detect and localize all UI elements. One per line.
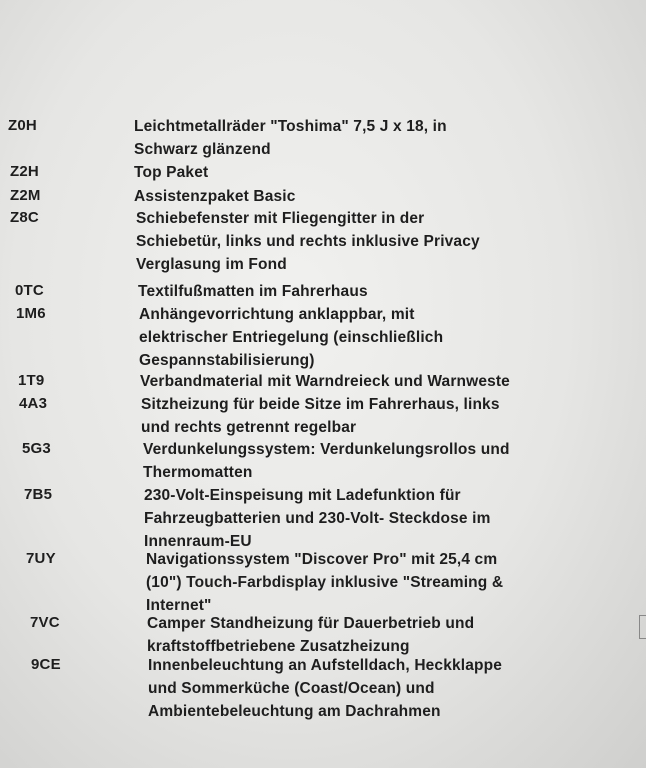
option-row-z2h xyxy=(10,161,574,184)
option-code: Z2H xyxy=(10,163,39,180)
option-code: Z2M xyxy=(10,187,41,204)
option-code: 0TC xyxy=(15,282,44,299)
option-code: 1M6 xyxy=(16,305,46,322)
option-description xyxy=(147,612,587,658)
option-description xyxy=(143,438,583,484)
option-row-4a3 xyxy=(19,393,581,439)
option-code: 7VC xyxy=(30,614,60,631)
option-row-1t9 xyxy=(18,370,580,393)
option-description xyxy=(146,548,586,617)
option-description xyxy=(139,303,579,372)
option-row-1m6 xyxy=(16,303,579,372)
option-description-line: kraftstoffbetriebene Zusatzheizung xyxy=(147,638,410,655)
option-row-z2m xyxy=(10,185,574,208)
option-description xyxy=(134,161,574,184)
option-description-line: Thermomatten xyxy=(143,464,253,481)
option-description-line: Verglasung im Fond xyxy=(136,256,287,273)
option-description-line: Verbandmaterial mit Warndreieck und Warnweste xyxy=(140,373,510,390)
option-description-line: Innenbeleuchtung an Aufstelldach, Heckklappe xyxy=(148,657,502,674)
option-description-line: Textilfußmatten im Fahrerhaus xyxy=(138,283,368,300)
option-description xyxy=(141,393,581,439)
option-description-line: Verdunkelungssystem: Verdunkelungsrollos und xyxy=(143,441,510,458)
option-code: Z8C xyxy=(10,209,39,226)
option-code: Z0H xyxy=(8,117,37,134)
option-description xyxy=(140,370,580,393)
option-row-0tc xyxy=(15,280,578,303)
option-code: 4A3 xyxy=(19,395,48,412)
option-description-line: Assistenzpaket Basic xyxy=(134,188,296,205)
option-description-line: Anhängevorrichtung anklappbar, mit xyxy=(139,306,415,323)
option-description-line: (10") Touch-Farbdisplay inklusive "Streaming & xyxy=(146,574,504,591)
option-description-line: und Sommerküche (Coast/Ocean) und xyxy=(148,680,435,697)
screen-edge-bracket xyxy=(639,615,646,639)
option-description-line: Schiebefenster mit Fliegengitter in der xyxy=(136,210,425,227)
option-description-line: elektrischer Entriegelung (einschließlich xyxy=(139,329,444,346)
option-description-line: Leichtmetallräder "Toshima" 7,5 J x 18, in xyxy=(134,118,447,135)
option-row-7vc xyxy=(30,612,587,658)
option-description-line: Fahrzeugbatterien und 230-Volt- Steckdose im xyxy=(144,510,491,527)
option-description-line: Schwarz glänzend xyxy=(134,141,271,158)
option-description-line: 230-Volt-Einspeisung mit Ladefunktion für xyxy=(144,487,461,504)
option-description-line: Sitzheizung für beide Sitze im Fahrerhaus, links xyxy=(141,396,500,413)
option-code: 9CE xyxy=(31,656,61,673)
option-row-9ce xyxy=(31,654,588,723)
option-description xyxy=(136,207,576,276)
option-description xyxy=(134,115,574,161)
option-description-line: Ambientebeleuchtung am Dachrahmen xyxy=(148,703,441,720)
option-row-7uy xyxy=(26,548,586,617)
option-description xyxy=(134,185,574,208)
option-description-line: Top Paket xyxy=(134,164,209,181)
option-description-line: Gespannstabilisierung) xyxy=(139,352,315,369)
option-description xyxy=(148,654,588,723)
option-description xyxy=(144,484,584,553)
option-description-line: Internet" xyxy=(146,597,212,614)
option-description-line: Schiebetür, links und rechts inklusive Privacy xyxy=(136,233,480,250)
option-description-line: Innenraum-EU xyxy=(144,533,252,550)
option-description-line: und rechts getrennt regelbar xyxy=(141,419,357,436)
option-row-5g3 xyxy=(22,438,583,484)
option-code: 7B5 xyxy=(24,486,53,503)
option-description-line: Camper Standheizung für Dauerbetrieb und xyxy=(147,615,475,632)
option-code: 5G3 xyxy=(22,440,51,457)
option-description-line: Navigationssystem "Discover Pro" mit 25,4 cm xyxy=(146,551,498,568)
option-row-z8c xyxy=(10,207,576,276)
option-row-7b5 xyxy=(24,484,584,553)
option-description xyxy=(138,280,578,303)
option-code: 7UY xyxy=(26,550,56,567)
option-row-z0h xyxy=(8,115,574,161)
option-code: 1T9 xyxy=(18,372,45,389)
